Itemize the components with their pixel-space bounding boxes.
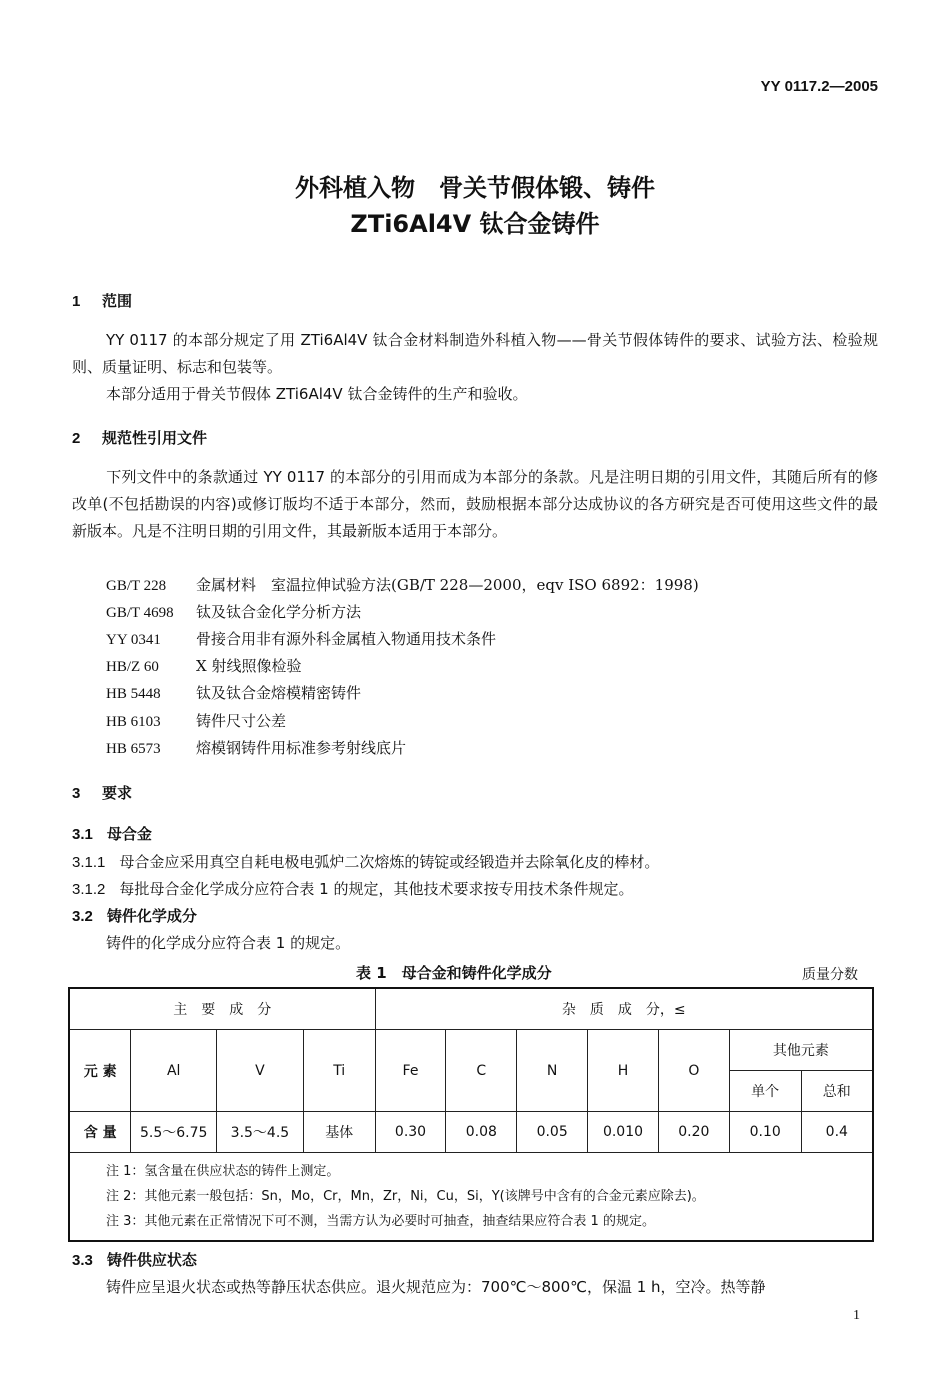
- chemical-composition-table: [68, 987, 874, 1242]
- other-elements-header: 其他元素: [729, 1030, 873, 1071]
- subsection-3-2-text: 铸件的化学成分应符合表 1 的规定。: [106, 934, 351, 952]
- subsection-number: 3.1: [72, 826, 93, 843]
- subsection-3-3-heading: [72, 1249, 197, 1270]
- impurity-header: 杂 质 成 分，≤: [375, 988, 873, 1030]
- reference-code: YY 0341: [106, 632, 161, 648]
- element-cell: N: [517, 1030, 588, 1112]
- section-title: 要求: [102, 784, 133, 802]
- value-cell: 0.20: [658, 1112, 729, 1153]
- section-2-heading: [72, 427, 207, 448]
- reference-code: HB 5448: [106, 686, 161, 702]
- clause-text: 母合金应采用真空自耗电极电弧炉二次熔炼的铸锭或经锻造并去除氧化皮的棒材。: [119, 853, 660, 871]
- clause-number: 3.1.2: [72, 881, 106, 898]
- clause-3-1-1: [72, 851, 659, 872]
- clause-text: 每批母合金化学成分应符合表 1 的规定，其他技术要求按专用技术条件规定。: [119, 880, 634, 898]
- value-cell: 基体: [303, 1112, 375, 1153]
- reference-item: [106, 682, 361, 703]
- clause-3-1-2: [72, 878, 633, 899]
- paragraph-text: 本部分适用于骨关节假体 ZTi6Al4V 钛合金铸件的生产和验收。: [106, 385, 528, 403]
- reference-title: 钛及钛合金化学分析方法: [196, 603, 362, 621]
- reference-item: [106, 710, 286, 731]
- section-number: 2: [72, 430, 81, 447]
- reference-item: [106, 574, 699, 595]
- main-components-header: 主 要 成 分: [69, 988, 375, 1030]
- page-number: 1: [853, 1308, 860, 1323]
- element-cell: Fe: [375, 1030, 446, 1112]
- row-label-element: 元 素: [69, 1030, 131, 1112]
- subsection-number: 3.2: [72, 908, 93, 925]
- value-cell: 5.5～6.75: [131, 1112, 217, 1153]
- subsection-number: 3.3: [72, 1252, 93, 1269]
- table-unit: 质量分数: [802, 967, 858, 983]
- table-note: 注 2：其他元素一般包括：Sn，Mo，Cr，Mn，Zr，Ni，Cu，Si，Y(该牌号中含有的合金元素应除去)。: [106, 1189, 705, 1204]
- table-note: 注 3：其他元素在正常情况下可不测，当需方认为必要时可抽查，抽查结果应符合表 1 的规定。: [106, 1214, 655, 1229]
- title-line-1: 外科植入物 骨关节假体锻、铸件: [295, 174, 655, 202]
- table-notes: [69, 1153, 873, 1242]
- row-label-content: 含 量: [69, 1112, 131, 1153]
- reference-title: 熔模钢铸件用标准参考射线底片: [196, 739, 407, 757]
- value-cell: 0.05: [517, 1112, 588, 1153]
- value-cell: 0.4: [801, 1112, 873, 1153]
- paragraph-text: 下列文件中的条款通过 YY 0117 的本部分的引用而成为本部分的条款。凡是注明日期的引用文件，其随后所有的修改单(不包括勘误的内容)或修订版均不适于本部分，然而，鼓励根据本部分达成协议的各方研究是否可使用这些文件的最新版本。凡是不注明日期的引用文件，其最新版本适用于本部分。: [72, 468, 878, 540]
- value-cell: 0.10: [729, 1112, 801, 1153]
- table-note: 注 1：氢含量在供应状态的铸件上测定。: [106, 1164, 340, 1179]
- element-cell: C: [446, 1030, 517, 1112]
- value-cell: 0.30: [375, 1112, 446, 1153]
- reference-title: 铸件尺寸公差: [196, 712, 287, 730]
- section-title: 规范性引用文件: [102, 429, 208, 447]
- value-cell: 0.08: [446, 1112, 517, 1153]
- subsection-3-3-text: 铸件应呈退火状态或热等静压状态供应。退火规范应为：700℃～800℃，保温 1 h，空冷。热等静: [106, 1278, 766, 1296]
- reference-code: HB 6103: [106, 714, 161, 730]
- reference-code: HB/Z 60: [106, 659, 159, 675]
- document-code: YY 0117.2—2005: [760, 78, 878, 95]
- section-1-paragraph-2: [72, 381, 878, 408]
- subsection-3-2-heading: [72, 905, 197, 926]
- other-single-header: 单个: [729, 1071, 801, 1112]
- reference-item: [106, 655, 301, 676]
- subsection-3-1-heading: [72, 823, 152, 844]
- subsection-title: 铸件供应状态: [106, 1251, 197, 1269]
- section-title: 范围: [102, 292, 133, 310]
- table-caption: 表 1 母合金和铸件化学成分: [356, 964, 552, 982]
- element-cell: H: [588, 1030, 659, 1112]
- element-cell: O: [658, 1030, 729, 1112]
- reference-item: [106, 601, 361, 622]
- value-cell: 3.5～4.5: [217, 1112, 304, 1153]
- reference-code: GB/T 228: [106, 578, 167, 594]
- title-line-2: ZTi6Al4V 钛合金铸件: [350, 210, 600, 238]
- subsection-title: 母合金: [106, 825, 152, 843]
- value-cell: 0.010: [588, 1112, 659, 1153]
- element-cell: Ti: [303, 1030, 375, 1112]
- subsection-title: 铸件化学成分: [106, 907, 197, 925]
- section-1-paragraph-1: [72, 327, 878, 381]
- section-1-heading: [72, 290, 132, 311]
- reference-code: HB 6573: [106, 741, 161, 757]
- reference-title: 骨接合用非有源外科金属植入物通用技术条件: [196, 630, 497, 648]
- other-total-header: 总和: [801, 1071, 873, 1112]
- reference-code: GB/T 4698: [106, 605, 174, 621]
- section-2-paragraph: [72, 464, 878, 545]
- reference-item: [106, 628, 496, 649]
- paragraph-text: YY 0117 的本部分规定了用 ZTi6Al4V 钛合金材料制造外科植入物——骨关节假体铸件的要求、试验方法、检验规则、质量证明、标志和包装等。: [72, 331, 878, 376]
- element-cell: Al: [131, 1030, 217, 1112]
- reference-item: [106, 737, 406, 758]
- reference-title: 金属材料 室温拉伸试验方法(GB/T 228—2000，eqv ISO 6892：1998): [196, 576, 699, 594]
- section-number: 1: [72, 293, 81, 310]
- element-cell: V: [217, 1030, 304, 1112]
- section-number: 3: [72, 785, 81, 802]
- reference-title: 钛及钛合金熔模精密铸件: [196, 684, 362, 702]
- section-3-heading: [72, 782, 132, 803]
- reference-title: X 射线照像检验: [196, 657, 302, 675]
- clause-number: 3.1.1: [72, 854, 106, 871]
